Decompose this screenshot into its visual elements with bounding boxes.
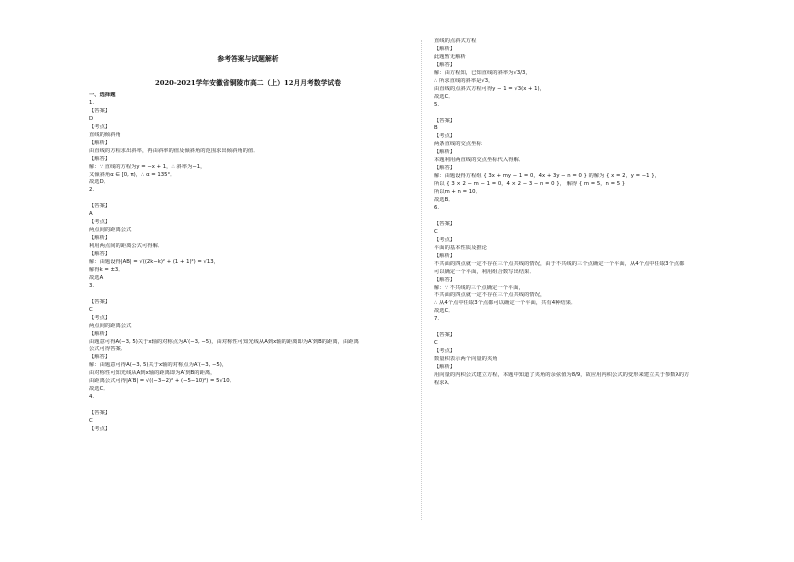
text-line: 两点间的距离公式 bbox=[89, 322, 132, 329]
text-line: 所以m + n = 10． bbox=[434, 189, 481, 196]
text-line: 【考点】 bbox=[434, 133, 456, 140]
text-line: 【答案】 bbox=[89, 107, 111, 114]
text-line: 【解析】 bbox=[434, 149, 456, 156]
text-line: 【解答】 bbox=[434, 276, 456, 283]
text-line: 故选C． bbox=[434, 308, 454, 315]
text-line: 5. bbox=[434, 101, 440, 108]
text-line: 【解答】 bbox=[89, 251, 111, 258]
text-line: 【解析】 bbox=[89, 330, 111, 337]
text-line: 由对称性可知光线从A到x轴的距离即为A′到B的距离， bbox=[89, 370, 216, 377]
text-line: 【解析】 bbox=[434, 45, 456, 52]
text-line: 由直线的点斜式方程可得y − 1 = √3(x + 1)， bbox=[434, 85, 545, 92]
text-line: 由距离公式可得|A′B| = √((−3−2)² + (−5−10)²) = 5√10． bbox=[89, 378, 235, 385]
text-line: 【答案】 bbox=[434, 332, 456, 339]
text-line: 解：由题设得方程组 { 3x + my − 1 = 0，4x + 3y − n = 0 } 的解为 { x = 2，y = −1 }， bbox=[434, 173, 660, 180]
text-line: 两点间的距离公式 bbox=[89, 227, 132, 234]
text-line: B bbox=[434, 125, 438, 132]
text-line: 【解答】 bbox=[89, 155, 111, 162]
text-line bbox=[434, 213, 752, 221]
text-line: 此题暂无解析 bbox=[434, 53, 466, 60]
text-line: 【解答】 bbox=[434, 165, 456, 172]
document-title: 参考答案与试题解析 bbox=[217, 55, 279, 63]
text-line: ∴ 从4个点中任取3个点都可以确定一个平面，共有4种结果． bbox=[434, 300, 577, 307]
text-line: 故选C． bbox=[89, 386, 109, 393]
text-line: 【考点】 bbox=[89, 425, 111, 432]
text-line: 不共面的四点就一定不存在三个点共线的情况， bbox=[434, 292, 546, 299]
text-line: 故选C． bbox=[434, 93, 454, 100]
text-line: 【考点】 bbox=[89, 314, 111, 321]
text-line: 【解析】 bbox=[89, 139, 111, 146]
text-line: 两条直线的交点坐标 bbox=[434, 141, 482, 148]
text-line: 1. bbox=[89, 99, 95, 106]
text-line: 【答案】 bbox=[89, 203, 111, 210]
text-line bbox=[434, 324, 752, 332]
text-line: 【考点】 bbox=[89, 123, 111, 130]
text-line: 7. bbox=[434, 316, 440, 323]
text-line: ∴ 所求直线的斜率是√3， bbox=[434, 77, 494, 84]
text-line: C bbox=[434, 228, 438, 235]
text-line: 6. bbox=[434, 205, 440, 211]
text-line: 数量积表示两个向量的夹角 bbox=[434, 356, 498, 363]
text-line bbox=[89, 195, 407, 203]
right-column bbox=[434, 0, 752, 562]
text-line bbox=[89, 402, 407, 410]
text-line: C bbox=[89, 418, 93, 425]
text-line: A bbox=[89, 211, 93, 218]
text-line: 【解析】 bbox=[89, 235, 111, 242]
text-line: 平面的基本性质及推论 bbox=[434, 244, 487, 251]
text-line: D bbox=[89, 115, 94, 122]
text-line: 又倾斜角α ∈ [0, π)，∴ α = 135°． bbox=[89, 171, 176, 178]
text-line: 由题意可得A(−3, 5)关于x轴的对称点为A′(−3, −5)，由对称性可知光线从A到x轴的距离即为A′到B的距离，由距离 bbox=[89, 338, 359, 345]
text-line: 【答案】 bbox=[89, 410, 111, 417]
text-line: 【答案】 bbox=[434, 220, 456, 227]
text-line: 【解析】 bbox=[434, 252, 456, 259]
text-line: 解：∵ 不共线的三个点确定一个平面， bbox=[434, 284, 524, 291]
right-column-body bbox=[434, 38, 752, 388]
text-line: 【解析】 bbox=[434, 364, 456, 371]
column-divider bbox=[421, 40, 422, 520]
text-line: 【答案】 bbox=[89, 298, 111, 305]
exam-title: 2020-2021学年安徽省铜陵市高二（上）12月月考数学试卷 bbox=[154, 79, 342, 87]
text-line: 本题利用两直线的交点坐标代入得解． bbox=[434, 157, 525, 164]
text-line: 不共面的四点就一定不存在三个点共线的情况，由于不共线的三个点确定一个平面，从4个点中任取3个点都 bbox=[434, 260, 685, 267]
text-line bbox=[434, 110, 752, 118]
text-line: 程求λ． bbox=[434, 379, 454, 386]
text-line: 【答案】 bbox=[434, 117, 456, 124]
text-line: 故选D． bbox=[89, 179, 109, 186]
text-line: 2. bbox=[89, 187, 95, 194]
text-line: 4. bbox=[89, 394, 95, 401]
text-line: 直线的倾斜角 bbox=[89, 131, 121, 138]
text-line: 【考点】 bbox=[89, 219, 111, 226]
text-line: 【考点】 bbox=[434, 236, 456, 243]
text-line: 【解答】 bbox=[89, 354, 111, 361]
left-column-body bbox=[89, 92, 407, 434]
text-line: 解：由题意可得A(−3, 5)关于x轴的对称点为A′(−3, −5)， bbox=[89, 362, 228, 369]
text-line: 解得k = ±3． bbox=[89, 266, 124, 273]
text-line: 故选B． bbox=[434, 197, 454, 204]
text-line: 【考点】 bbox=[434, 348, 456, 355]
text-line: 3. bbox=[89, 282, 95, 289]
text-line: 一、选择题 bbox=[89, 92, 116, 98]
text-line: 公式可得答案． bbox=[89, 346, 127, 353]
text-line: 利用两点间的距离公式可得解． bbox=[89, 243, 164, 250]
text-line: 由直线的方程求出斜率，再由斜率的值及倾斜角的范围求出倾斜角的值． bbox=[89, 147, 259, 154]
text-line: 直线的点斜式方程 bbox=[434, 38, 477, 44]
text-line: 可以确定一个平面，利用组合数写出结果． bbox=[434, 268, 535, 275]
text-line: 故选A bbox=[89, 274, 104, 281]
text-line: 所以 { 3 × 2 − m − 1 = 0，4 × 2 − 3 − n = 0 }， 解得 { m = 5，n = 5 } bbox=[434, 181, 626, 188]
text-line: 【解答】 bbox=[434, 61, 456, 68]
text-line: 解：∵ 直线的方程为y = −x + 1，∴ 斜率为−1， bbox=[89, 163, 206, 170]
text-line: C bbox=[434, 340, 438, 347]
text-line: 用向量的内积公式建立方程，本题中知道了夹角的余弦值为8/9，故应用内积公式的变形来建立关于参数λ的方 bbox=[434, 371, 690, 378]
left-column bbox=[89, 0, 407, 562]
text-line bbox=[89, 291, 407, 299]
text-line: 解：由题设得|AB| = √((2k−k)² + (1 + 1)²) = √13， bbox=[89, 259, 219, 265]
text-line: 解：由方程知，已知直线的斜率为√3/3， bbox=[434, 69, 531, 76]
text-line: C bbox=[89, 306, 93, 313]
